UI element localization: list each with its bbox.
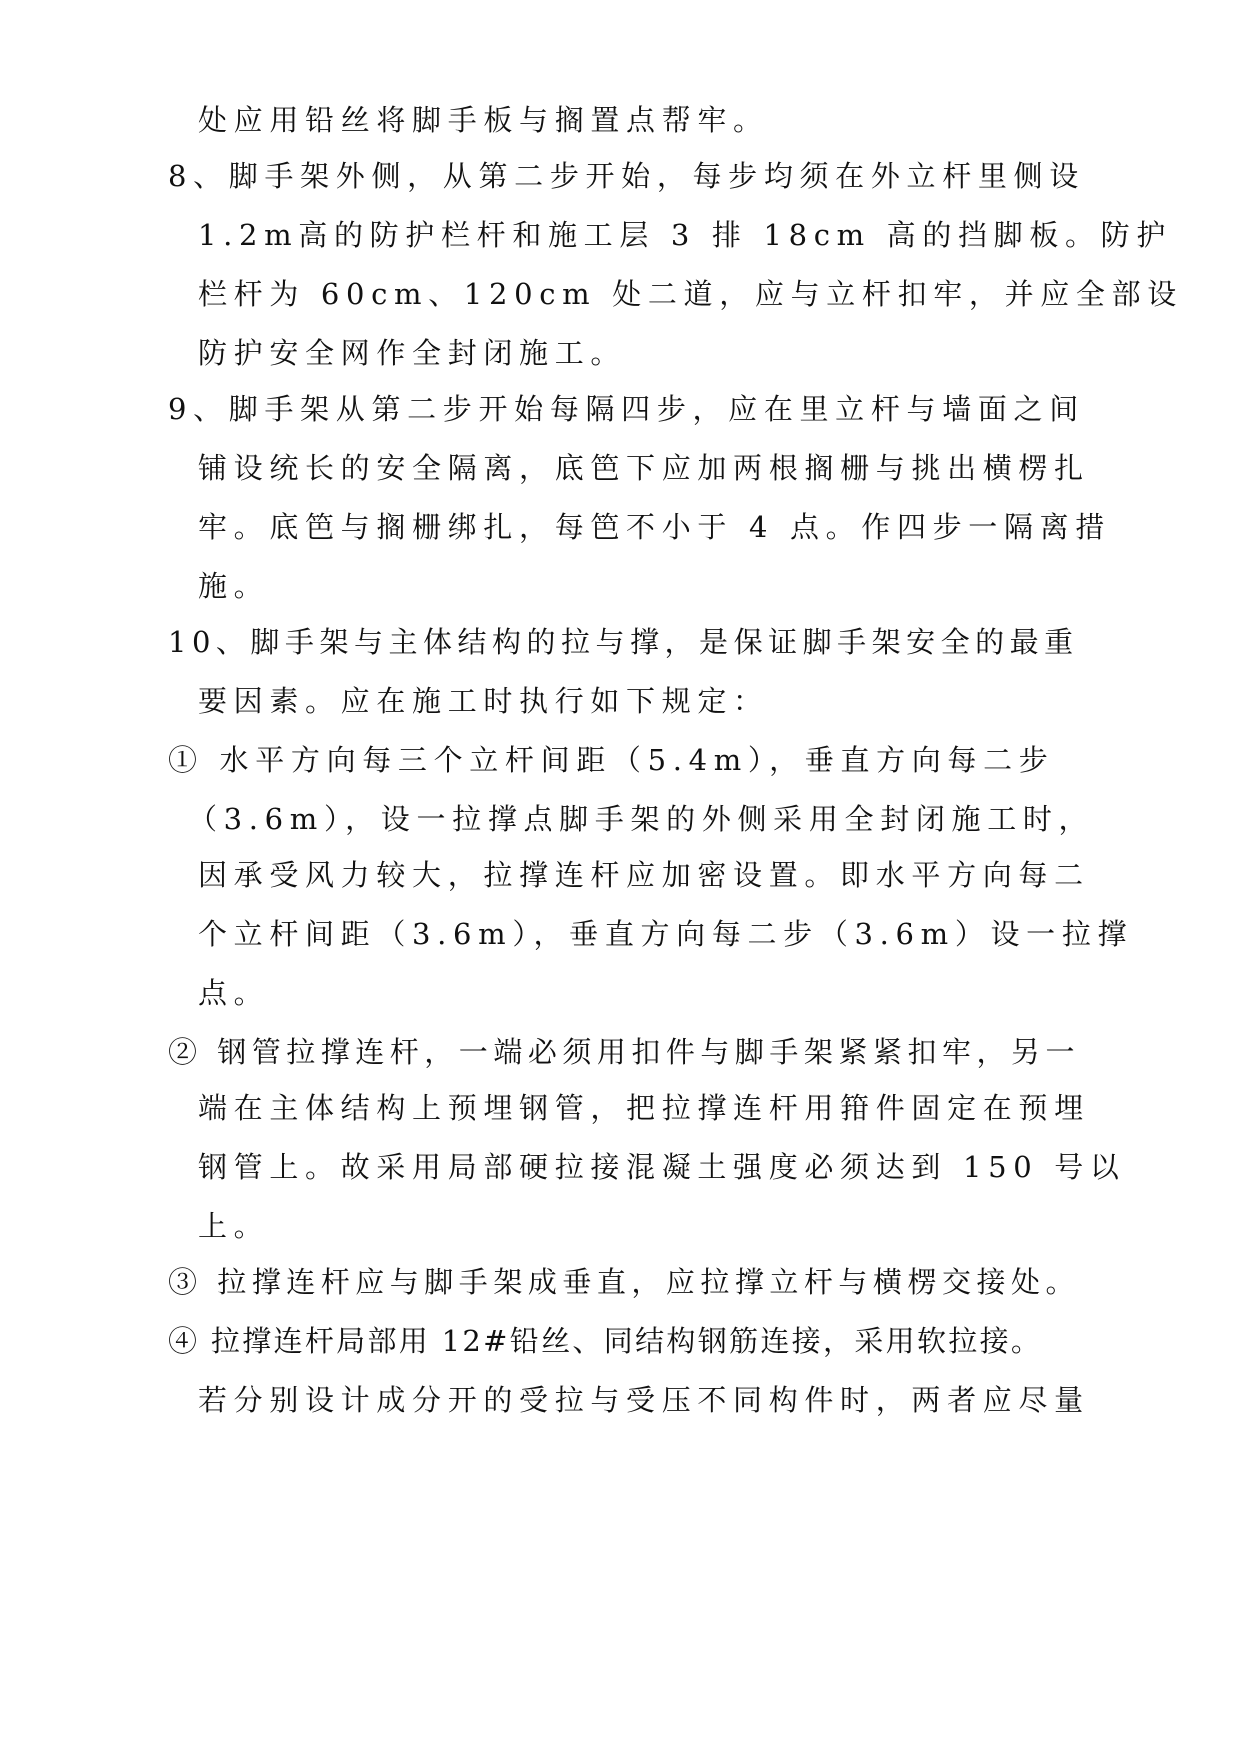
text-line: 个立杆间距（3.6m），垂直方向每二步（3.6m）设一拉撑 [198, 917, 1134, 951]
text-line: 牢。底笆与搁栅绑扎，每笆不小于 4 点。作四步一隔离措 [198, 510, 1111, 544]
text-line: 9、脚手架从第二步开始每隔四步，应在里立杆与墙面之间 [168, 392, 1085, 426]
text-line: 要因素。应在施工时执行如下规定： [198, 684, 769, 718]
text-line: 点。 [198, 976, 270, 1010]
text-line: 1.2m高的防护栏杆和施工层 3 排 18cm 高的挡脚板。防护 [198, 218, 1173, 252]
text-line: 铺设统长的安全隔离，底笆下应加两根搁栅与挑出横楞扎 [198, 451, 1090, 485]
text-line: 钢管上。故采用局部硬拉接混凝土强度必须达到 150 号以 [198, 1150, 1126, 1184]
text-line: 因承受风力较大，拉撑连杆应加密设置。即水平方向每二 [198, 858, 1090, 892]
text-line: 施。 [198, 569, 270, 603]
text-line: ② 钢管拉撑连杆，一端必须用扣件与脚手架紧紧扣牢，另一 [168, 1035, 1080, 1069]
text-line: 端在主体结构上预埋钢管，把拉撑连杆用箝件固定在预埋 [198, 1091, 1090, 1125]
text-line: 上。 [198, 1209, 270, 1243]
text-line: 栏杆为 60cm、120cm 处二道，应与立杆扣牢，并应全部设 [198, 277, 1183, 311]
text-line: ① 水平方向每三个立杆间距（5.4m），垂直方向每二步 [168, 743, 1055, 777]
text-line: 10、脚手架与主体结构的拉与撑，是保证脚手架安全的最重 [168, 625, 1079, 659]
text-line: 处应用铅丝将脚手板与搁置点帮牢。 [198, 103, 769, 137]
text-line: 8、脚手架外侧，从第二步开始，每步均须在外立杆里侧设 [168, 159, 1085, 193]
text-line: 若分别设计成分开的受拉与受压不同构件时，两者应尽量 [198, 1383, 1090, 1417]
text-line: 防护安全网作全封闭施工。 [198, 336, 627, 370]
text-line: （3.6m），设一拉撑点脚手架的外侧采用全封闭施工时， [188, 802, 1095, 836]
text-line: ③ 拉撑连杆应与脚手架成垂直，应拉撑立杆与横楞交接处。 [168, 1265, 1080, 1299]
text-line: ④ 拉撑连杆局部用 12#铅丝、同结构钢筋连接，采用软拉接。 [168, 1324, 1043, 1358]
